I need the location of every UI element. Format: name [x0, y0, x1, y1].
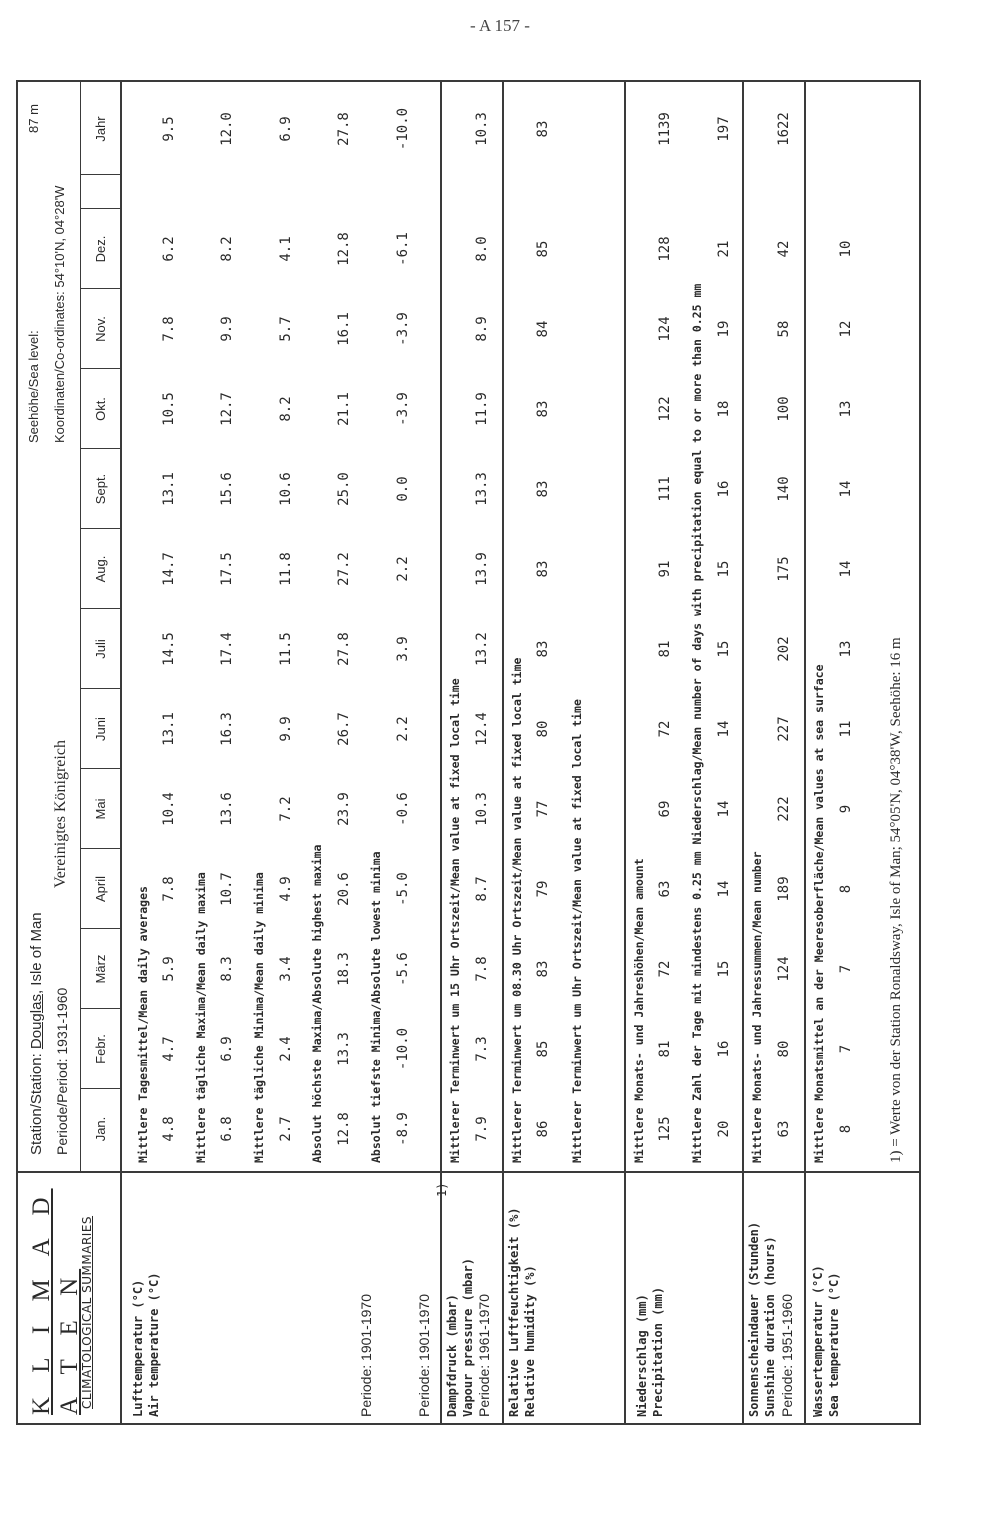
table-cell: 7.8 [161, 316, 177, 342]
table-cell: 83 [535, 480, 551, 498]
table-cell: 80 [535, 720, 551, 738]
table-cell: 202 [776, 636, 792, 662]
column-header: März [92, 954, 108, 984]
table-cell: 122 [657, 396, 673, 422]
table-cell: -5.0 [395, 872, 411, 906]
category-sea-temperature [810, 1265, 842, 1417]
table-cell: 6.9 [278, 116, 294, 142]
table-cell: 7.8 [161, 876, 177, 902]
table-cell: 1622 [776, 112, 792, 146]
table-cell: -10.0 [395, 1027, 411, 1071]
column-divider [80, 1008, 120, 1009]
table-cell: 81 [657, 1040, 673, 1058]
column-divider [80, 1088, 120, 1089]
table-cell: 12 [838, 320, 854, 338]
period-sunshine: Periode: 1951-1960 [779, 1294, 795, 1417]
table-cell: 7 [838, 964, 854, 974]
table-cell: 12.7 [219, 392, 235, 426]
row-label: Mittlere tägliche Maxima/Mean daily maxima [194, 872, 208, 1163]
table-cell: 14 [716, 800, 732, 818]
table-cell: 83 [535, 640, 551, 658]
station-name: Douglas [28, 994, 45, 1050]
table-cell: 10.3 [474, 112, 490, 146]
table-cell: 19 [716, 320, 732, 338]
table-cell: 15 [716, 560, 732, 578]
column-header: Okt. [92, 397, 108, 421]
table-cell: 4.8 [161, 1116, 177, 1142]
table-cell: 21.1 [336, 392, 352, 426]
divider [440, 1173, 442, 1423]
table-cell: 14 [716, 880, 732, 898]
table-cell: 9 [838, 804, 854, 814]
table-cell: 12.8 [336, 232, 352, 266]
table-cell: 111 [657, 476, 673, 502]
row-label: Absolut höchste Maxima/Absolute highest maxima [310, 844, 324, 1163]
category-label-en: Sunshine duration (hours) [763, 1236, 777, 1417]
table-cell: 16.3 [219, 712, 235, 746]
column-divider [80, 768, 120, 769]
table-cell: 124 [657, 316, 673, 342]
table-cell: 17.4 [219, 632, 235, 666]
table-cell: 124 [776, 956, 792, 982]
table-cell: 2.2 [395, 716, 411, 742]
table-cell: 2.7 [278, 1116, 294, 1142]
table-cell: 14.5 [161, 632, 177, 666]
table-cell: 11.9 [474, 392, 490, 426]
table-cell: 227 [776, 716, 792, 742]
table-cell: 8.0 [474, 236, 490, 262]
category-label-en: Relative humidity (%) [523, 1265, 537, 1417]
table-cell: 15 [716, 640, 732, 658]
divider [502, 1173, 504, 1423]
page-subtitle: CLIMATOLOGICAL SUMMARIES [80, 1215, 94, 1409]
category-relative-humidity [506, 1207, 538, 1417]
table-cell: 6.9 [219, 1036, 235, 1062]
table-cell: 0.0 [395, 476, 411, 502]
table-cell: 8 [838, 884, 854, 894]
divider [742, 1173, 744, 1423]
table-cell: 85 [535, 240, 551, 258]
table-cell: 9.9 [278, 716, 294, 742]
column-divider [80, 608, 120, 609]
table-cell: 14 [716, 720, 732, 738]
table-cell: 14.7 [161, 552, 177, 586]
table-cell: 9.5 [161, 116, 177, 142]
column-divider [80, 528, 120, 529]
table-cell: 4.9 [278, 876, 294, 902]
divider [120, 1173, 122, 1423]
category-panel [18, 1171, 919, 1423]
table-cell: 9.9 [219, 316, 235, 342]
column-header: April [92, 876, 108, 903]
table-cell: 10.4 [161, 792, 177, 826]
sea-level-value: 87 m [26, 104, 41, 133]
period-temp-max: Periode: 1901-1970 [358, 1294, 374, 1417]
table-cell: 11.8 [278, 552, 294, 586]
table-cell: 7.3 [474, 1036, 490, 1062]
row-label: Mittlere Zahl der Tage mit mindestens 0.25 mm Niederschlag/Mean number of days with precipitation equal to or more than 0.25 mm [690, 283, 704, 1163]
table-cell: 10.7 [219, 872, 235, 906]
table-cell: 69 [657, 800, 673, 818]
row-label: Mittlere Monats- und Jahressummen/Mean number [750, 851, 764, 1163]
table-cell: 16.1 [336, 312, 352, 346]
table-cell: 26.7 [336, 712, 352, 746]
station-suffix: , Isle of Man [28, 912, 45, 995]
table-cell: 13.3 [474, 472, 490, 506]
table-cell: 86 [535, 1120, 551, 1138]
table-cell: 6.8 [219, 1116, 235, 1142]
table-cell: 72 [657, 960, 673, 978]
table-cell: 6.2 [161, 236, 177, 262]
table-cell: 23.9 [336, 792, 352, 826]
row-label: Mittlere Monatsmittel an der Meeresoberfläche/Mean values at sea surface [812, 664, 826, 1163]
divider [804, 82, 806, 1173]
table-cell: 27.8 [336, 112, 352, 146]
category-sunshine [746, 1222, 778, 1417]
table-cell: 125 [657, 1116, 673, 1142]
row-label: Mittlerer Terminwert um 08.30 Uhr Ortszeit/Mean value at fixed local time [510, 657, 524, 1163]
table-cell: 27.2 [336, 552, 352, 586]
page-number: - A 157 - [470, 16, 530, 35]
table-cell: 4.1 [278, 236, 294, 262]
table-cell: 100 [776, 396, 792, 422]
column-header: Febr. [92, 1034, 108, 1064]
table-cell: 10.5 [161, 392, 177, 426]
table-cell: 2.4 [278, 1036, 294, 1062]
table-cell: -0.6 [395, 792, 411, 826]
footnote: 1) = Werte von der Station Ronaldsway, Isle of Man; 54°05'N, 04°38'W, Seehöhe: 16 m [888, 637, 904, 1163]
category-vapour-pressure [435, 1182, 476, 1417]
category-label-de: Wassertemperatur (°C) [811, 1265, 825, 1417]
footnote-marker: 1) [435, 1182, 449, 1197]
table-cell: 5.9 [161, 956, 177, 982]
station-period: Periode/Period: 1931-1960 [54, 987, 70, 1155]
column-divider [80, 448, 120, 449]
table-cell: 140 [776, 476, 792, 502]
coordinates: Koordinaten/Co-ordinates: 54°10'N, 04°28'W [52, 185, 67, 443]
row-label: Mittlere Monats- und Jahreshöhen/Mean amount [632, 858, 646, 1163]
column-header: Juli [92, 639, 108, 659]
table-cell: 14 [838, 480, 854, 498]
table-cell: 72 [657, 720, 673, 738]
column-divider [80, 288, 120, 289]
table-cell: 85 [535, 1040, 551, 1058]
table-cell: 10.3 [474, 792, 490, 826]
table-cell: 80 [776, 1040, 792, 1058]
table-cell: 13.3 [336, 1032, 352, 1066]
table-cell: 21 [716, 240, 732, 258]
table-cell: 7.2 [278, 796, 294, 822]
table-cell: 83 [535, 400, 551, 418]
column-divider [80, 688, 120, 689]
period-vapour: Periode: 1961-1970 [476, 1294, 492, 1417]
table-cell: 8.2 [278, 396, 294, 422]
table-cell: 20.6 [336, 872, 352, 906]
table-cell: 13.6 [219, 792, 235, 826]
column-header: Jahr [92, 116, 108, 142]
column-header: Mai [92, 798, 108, 820]
row-label: Absolut tiefste Minima/Absolute lowest minima [369, 851, 383, 1163]
table-cell: 175 [776, 556, 792, 582]
column-header: Dez. [92, 235, 108, 263]
table-cell: 42 [776, 240, 792, 258]
table-cell: 20 [716, 1120, 732, 1138]
row-label: Mittlere Tagesmittel/Mean daily averages [136, 886, 150, 1163]
table-cell: 1139 [657, 112, 673, 146]
table-cell: 13.1 [161, 472, 177, 506]
divider [502, 82, 504, 1173]
table-cell: -8.9 [395, 1112, 411, 1146]
table-cell: -3.9 [395, 392, 411, 426]
table-cell: 8.9 [474, 316, 490, 342]
table-cell: 13.2 [474, 632, 490, 666]
table-cell: 16 [716, 1040, 732, 1058]
column-header: Nov. [92, 316, 108, 342]
table-cell: 11 [838, 720, 854, 738]
row-label: Mittlere tägliche Minima/Mean daily minima [252, 872, 266, 1163]
column-divider [80, 848, 120, 849]
row-label: Mittlerer Terminwert um Uhr Ortszeit/Mean value at fixed local time [570, 699, 584, 1163]
table-cell: 84 [535, 320, 551, 338]
table-cell: 81 [657, 640, 673, 658]
table-cell: 15.6 [219, 472, 235, 506]
table-cell: 8.2 [219, 236, 235, 262]
period-temp-min: Periode: 1901-1970 [416, 1294, 432, 1417]
column-header: Jan. [92, 1116, 108, 1142]
category-label-en: Vapour pressure (mbar) [461, 1258, 475, 1417]
table-cell: 8.7 [474, 876, 490, 902]
column-divider [80, 368, 120, 369]
table-cell: 13 [838, 400, 854, 418]
table-cell: 77 [535, 800, 551, 818]
divider [804, 1173, 806, 1423]
table-cell: 18 [716, 400, 732, 418]
divider [624, 82, 626, 1173]
table-cell: 83 [535, 120, 551, 138]
table-cell: 197 [716, 116, 732, 142]
table-cell: 8.3 [219, 956, 235, 982]
divider [742, 82, 744, 1173]
table-cell: 5.7 [278, 316, 294, 342]
category-label-de: Niederschlag (mm) [635, 1294, 649, 1417]
station-line [28, 912, 45, 1155]
table-cell: 3.4 [278, 956, 294, 982]
table-cell: 11.5 [278, 632, 294, 666]
climate-table [16, 80, 921, 1425]
category-label-en: Air temperature (°C) [147, 1272, 161, 1417]
table-cell: 12.4 [474, 712, 490, 746]
page-title: K L I M A D A T E N [28, 1188, 83, 1415]
category-precipitation [634, 1287, 666, 1417]
table-cell: 63 [776, 1120, 792, 1138]
column-header: Aug. [92, 555, 108, 583]
table-cell: 2.2 [395, 556, 411, 582]
table-cell: 3.9 [395, 636, 411, 662]
table-cell: 7.9 [474, 1116, 490, 1142]
table-cell: 13.1 [161, 712, 177, 746]
column-header: Sept. [92, 473, 108, 505]
table-cell: 83 [535, 960, 551, 978]
table-cell: 91 [657, 560, 673, 578]
column-divider [80, 208, 120, 209]
category-label-de: Relative Luftfeuchtigkeit (%) [507, 1207, 521, 1417]
table-cell: 12.8 [336, 1112, 352, 1146]
table-cell: 17.5 [219, 552, 235, 586]
divider [440, 82, 442, 1173]
table-cell: 13 [838, 640, 854, 658]
category-label-en: Sea temperature (°C) [827, 1272, 841, 1417]
table-cell: 15 [716, 960, 732, 978]
table-cell: 25.0 [336, 472, 352, 506]
table-cell: 14 [838, 560, 854, 578]
table-cell: 10.6 [278, 472, 294, 506]
station-prefix: Station/Station: [28, 1053, 45, 1155]
table-cell: 16 [716, 480, 732, 498]
table-cell: 8 [838, 1124, 854, 1134]
table-cell: 7 [838, 1044, 854, 1054]
divider [624, 1173, 626, 1423]
row-label: Mittlerer Terminwert um 15 Uhr Ortszeit/Mean value at fixed local time [448, 678, 462, 1163]
table-cell: 79 [535, 880, 551, 898]
sea-level-label: Seehöhe/Sea level: [26, 330, 41, 443]
table-cell: 7.8 [474, 956, 490, 982]
table-cell: 27.8 [336, 632, 352, 666]
table-cell: 4.7 [161, 1036, 177, 1062]
table-cell: 12.0 [219, 112, 235, 146]
table-cell: -5.6 [395, 952, 411, 986]
table-cell: 128 [657, 236, 673, 262]
column-divider [80, 174, 120, 175]
table-cell: 63 [657, 880, 673, 898]
divider [120, 82, 122, 1173]
category-label-en: Precipitation (mm) [651, 1286, 665, 1417]
table-cell: -10.0 [395, 107, 411, 151]
category-label-de: Sonnenscheindauer (Stunden) [747, 1221, 761, 1417]
table-cell: -6.1 [395, 232, 411, 266]
table-cell: -3.9 [395, 312, 411, 346]
column-divider [80, 928, 120, 929]
category-label-de: Lufttemperatur (°C) [131, 1279, 145, 1417]
table-cell: 189 [776, 876, 792, 902]
table-cell: 83 [535, 560, 551, 578]
table-cell: 222 [776, 796, 792, 822]
column-header: Juni [92, 717, 108, 741]
table-cell: 10 [838, 240, 854, 258]
table-cell: 58 [776, 320, 792, 338]
category-label-de: Dampfdruck (mbar) [445, 1294, 459, 1417]
station-country: Vereinigtes Königreich [52, 740, 69, 888]
table-cell: 18.3 [336, 952, 352, 986]
table-cell: 13.9 [474, 552, 490, 586]
category-air-temperature [130, 1273, 162, 1418]
